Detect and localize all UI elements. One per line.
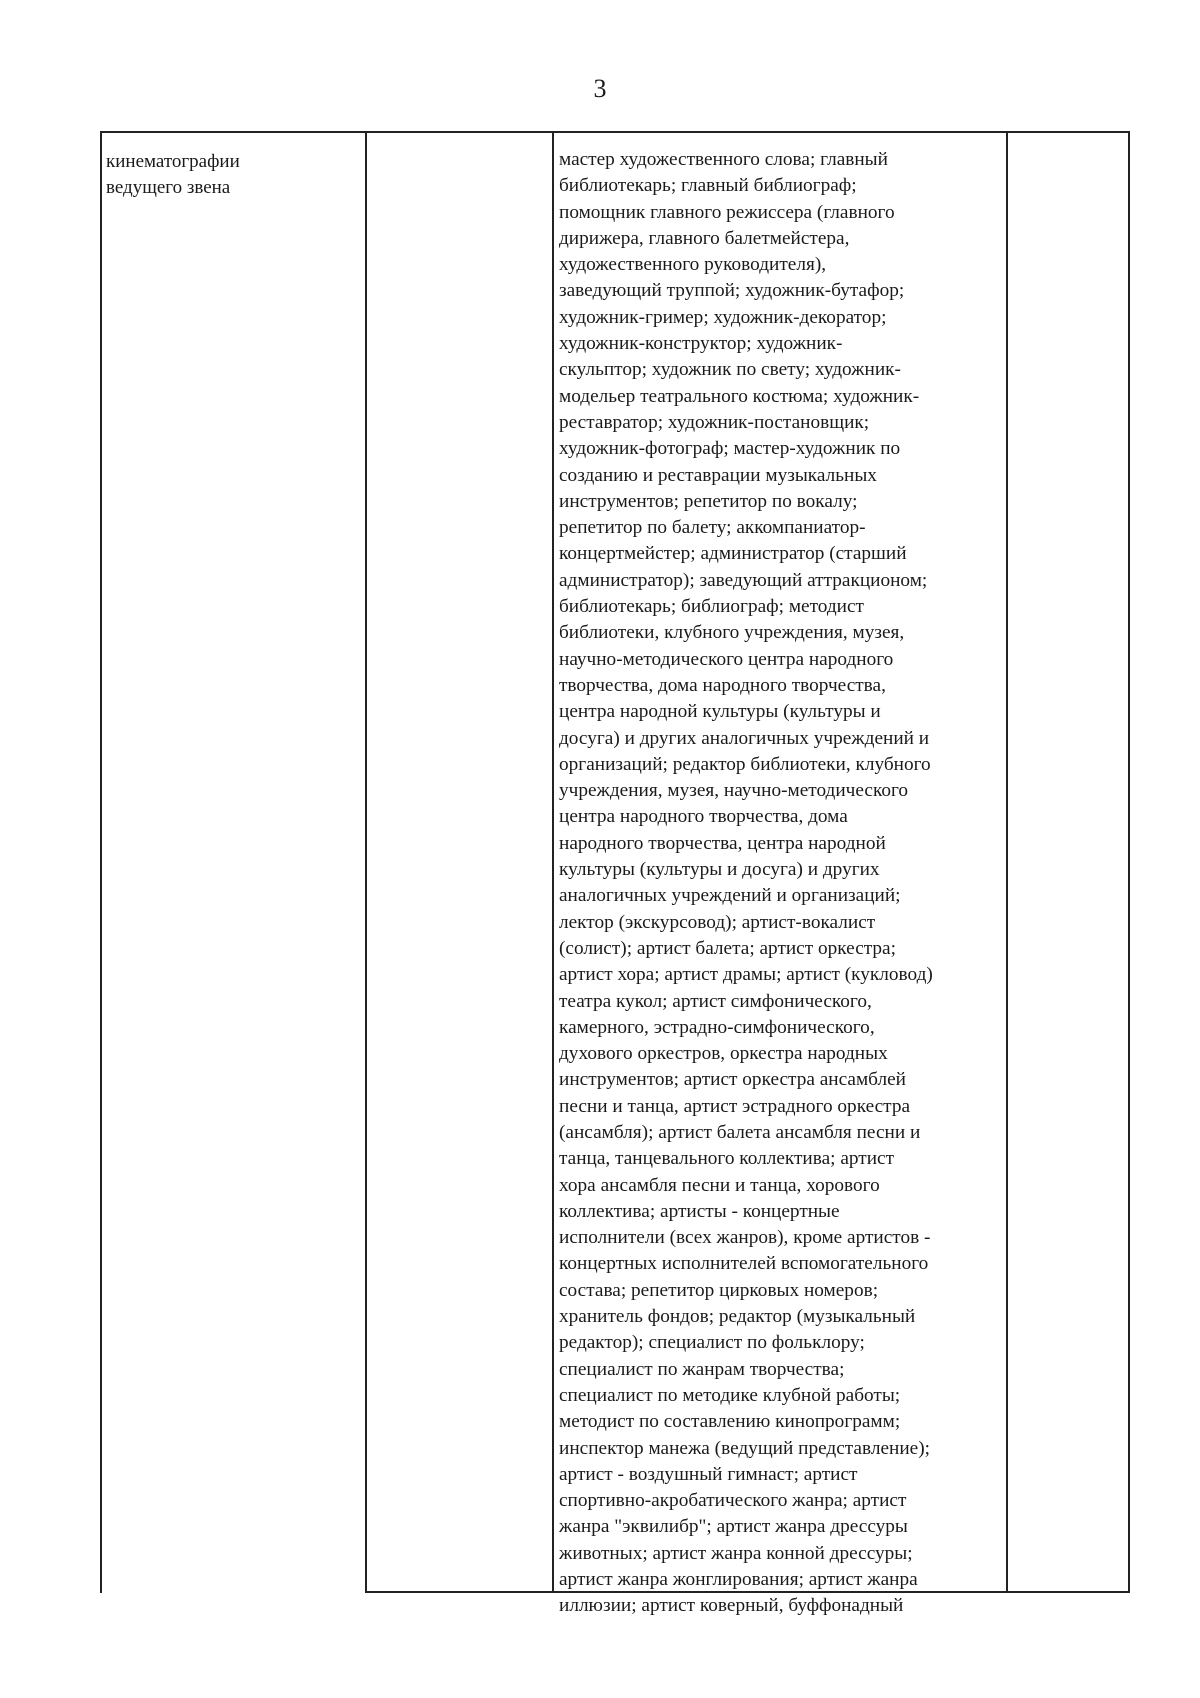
position-text-line: художественного руководителя),: [559, 254, 827, 276]
position-text-line: дирижера, главного балетмейстера,: [559, 227, 850, 249]
category-cell: [106, 149, 346, 201]
position-text-line: администратор); заведующий аттракционом;: [559, 569, 928, 591]
position-text-line: танца, танцевального коллектива; артист: [559, 1148, 895, 1170]
position-text-line: хора ансамбля песни и танца, хорового: [559, 1174, 880, 1196]
position-text-line: духового оркестров, оркестра народных: [559, 1043, 888, 1065]
position-text-line: модельер театрального костюма; художник-: [559, 385, 920, 407]
position-text-line: инспектор манежа (ведущий представление);: [559, 1437, 930, 1459]
position-text-line: центра народной культуры (культуры и: [559, 701, 881, 723]
position-text-line: библиотекарь; главный библиограф;: [559, 175, 857, 197]
position-text-line: хранитель фондов; редактор (музыкальный: [559, 1306, 916, 1328]
category-text-line: ведущего звена: [106, 177, 231, 198]
position-text-line: жанра "эквилибр"; артист жанра дрессуры: [559, 1516, 908, 1538]
position-text-line: специалист по методике клубной работы;: [559, 1384, 901, 1406]
position-text-line: досуга) и других аналогичных учреждений и: [559, 727, 930, 749]
position-text-line: (ансамбля); артист балета ансамбля песни и: [559, 1121, 921, 1143]
position-text-line: творчества, дома народного творчества,: [559, 674, 886, 696]
table-top-border: [100, 131, 1130, 133]
position-text-line: лектор (экскурсовод); артист-вокалист: [559, 911, 876, 933]
column-divider-1: [365, 131, 367, 1593]
position-text-line: заведующий труппой; художник-бутафор;: [559, 280, 905, 302]
table-left-border: [100, 131, 102, 1593]
position-text-line: инструментов; артист оркестра ансамблей: [559, 1069, 906, 1091]
position-text-line: мастер художественного слова; главный: [559, 149, 888, 170]
position-text-line: концертмейстер; администратор (старший: [559, 543, 907, 565]
position-text-line: учреждения, музея, научно-методического: [559, 780, 909, 802]
position-text-line: методист по составлению кинопрограмм;: [559, 1411, 901, 1433]
position-text-line: скульптор; художник по свету; художник-: [559, 359, 901, 381]
positions-table: [100, 131, 1130, 1617]
position-text-line: художник-фотограф; мастер-художник по: [559, 438, 901, 460]
position-text-line: аналогичных учреждений и организаций;: [559, 885, 901, 907]
position-text-line: артист хора; артист драмы; артист (кукловод): [559, 964, 933, 986]
position-text-line: редактор); специалист по фольклору;: [559, 1332, 865, 1354]
position-text-line: коллектива; артисты - концертные: [559, 1200, 840, 1222]
position-text-line: иллюзии; артист коверный, буффонадный: [559, 1595, 904, 1617]
position-text-line: камерного, эстрадно-симфонического,: [559, 1016, 875, 1038]
position-text-line: художник-конструктор; художник-: [559, 333, 843, 355]
position-text-line: репетитор по балету; аккомпаниатор-: [559, 517, 866, 539]
position-text-line: животных; артист жанра конной дрессуры;: [559, 1542, 913, 1564]
position-text-line: народного творчества, центра народной: [559, 832, 886, 854]
position-text-line: концертных исполнителей вспомогательного: [559, 1253, 929, 1275]
position-text-line: библиотекарь; библиограф; методист: [559, 596, 864, 618]
position-text-line: библиотеки, клубного учреждения, музея,: [559, 622, 905, 644]
column-divider-2: [552, 131, 554, 1593]
category-text-line: кинематографии: [106, 151, 240, 172]
position-text-line: инструментов; репетитор по вокалу;: [559, 490, 858, 512]
table-right-border: [1128, 131, 1130, 1593]
position-text-line: специалист по жанрам творчества;: [559, 1358, 845, 1380]
position-text-line: помощник главного режиссера (главного: [559, 201, 895, 223]
position-text-line: артист - воздушный гимнаст; артист: [559, 1463, 858, 1485]
position-text-line: реставратор; художник-постановщик;: [559, 411, 870, 433]
position-text-line: состава; репетитор цирковых номеров;: [559, 1279, 879, 1301]
position-text-line: (солист); артист балета; артист оркестра;: [559, 937, 896, 959]
position-text-line: спортивно-акробатического жанра; артист: [559, 1490, 907, 1512]
position-text-line: организаций; редактор библиотеки, клубного: [559, 753, 931, 775]
position-text-line: театра кукол; артист симфонического,: [559, 990, 872, 1012]
position-text-line: песни и танца, артист эстрадного оркестра: [559, 1095, 911, 1117]
positions-list-cell: [559, 147, 999, 1620]
position-text-line: созданию и реставрации музыкальных: [559, 464, 877, 486]
position-text-line: артист жанра жонглирования; артист жанра: [559, 1569, 918, 1591]
column-divider-3: [1006, 131, 1008, 1593]
page-number: 3: [593, 74, 607, 103]
position-text-line: художник-гример; художник-декоратор;: [559, 306, 887, 328]
position-text-line: культуры (культуры и досуга) и других: [559, 859, 880, 881]
position-text-line: научно-методического центра народного: [559, 648, 894, 670]
position-text-line: центра народного творчества, дома: [559, 806, 848, 828]
position-text-line: исполнители (всех жанров), кроме артистов -: [559, 1227, 931, 1249]
